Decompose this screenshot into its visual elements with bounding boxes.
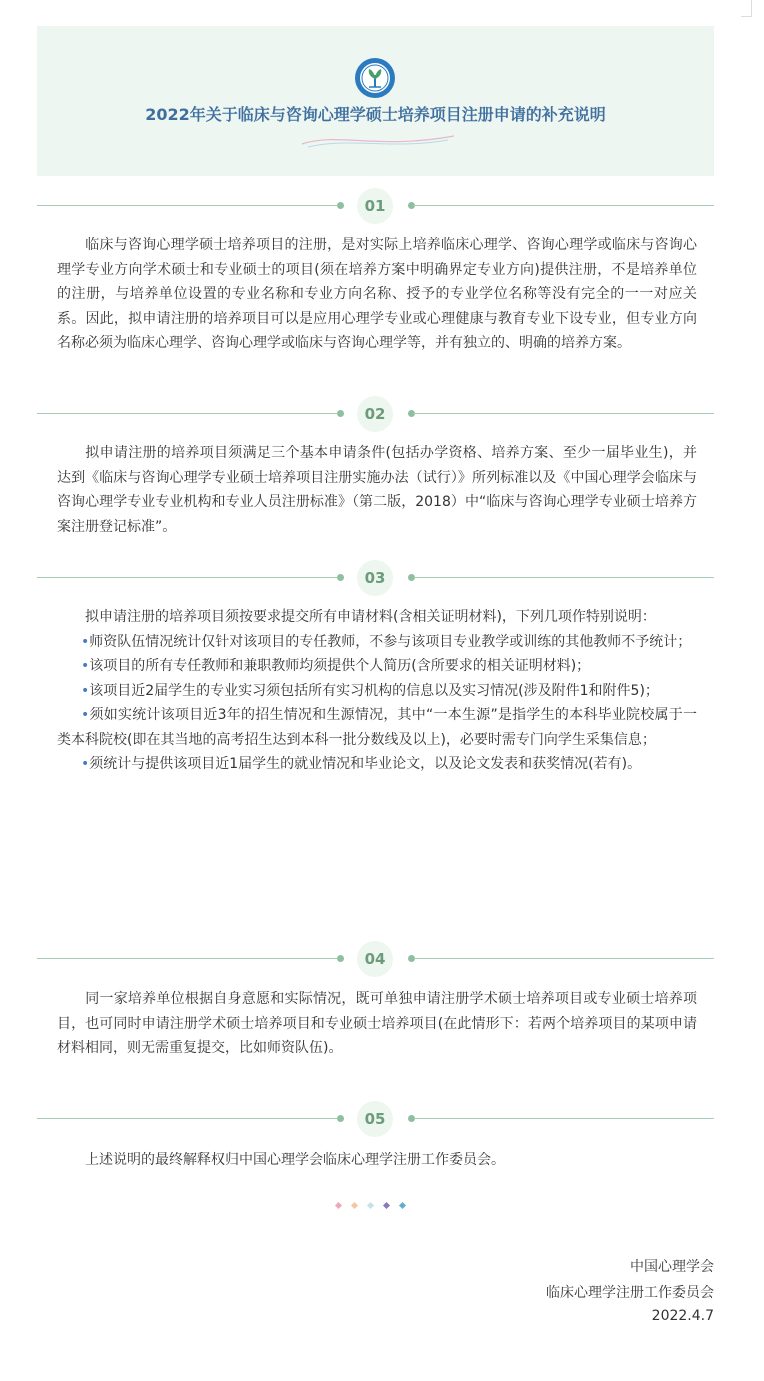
title-wave-decoration: [298, 128, 458, 150]
section-number: 05: [357, 1101, 393, 1137]
corner-mark: [741, 0, 752, 17]
section-divider-01: [37, 188, 714, 224]
section-divider-02: [37, 396, 714, 432]
section-number: 04: [357, 941, 393, 977]
section-02-text: 拟申请注册的培养项目须满足三个基本申请条件(包括办学资格、培养方案、至少一届毕业生)，并达到《临床与咨询心理学专业硕士培养项目注册实施办法（试行）》所列标准以及《中国心理学会临床与咨询心理学专业专业机构和专业人员注册标准》（第二版，2018）中“临床与咨询心理学专业硕士培养方案注册登记标准”。: [57, 445, 697, 535]
signature-org: 中国心理学会: [630, 1259, 714, 1275]
section-divider-03: [37, 560, 714, 596]
section-divider-05: [37, 1101, 714, 1137]
list-item: •该项目的所有专任教师和兼职教师均须提供个人简历(含所要求的相关证明材料)；: [81, 658, 591, 674]
page-title: 2022年关于临床与咨询心理学硕士培养项目注册申请的补充说明: [145, 105, 606, 124]
section-number: 02: [357, 396, 393, 432]
list-item: •须统计与提供该项目近1届学生的就业情况和毕业论文，以及论文发表和获奖情况(若有)。: [81, 756, 642, 772]
header-banner: [37, 26, 714, 176]
signature-committee: 临床心理学注册工作委员会: [546, 1285, 714, 1301]
list-item: •该项目近2届学生的专业实习须包括所有实习机构的信息以及实习情况(涉及附件1和附件5)；: [81, 682, 659, 699]
section-divider-04: [37, 941, 714, 977]
cps-logo-icon: [354, 57, 396, 99]
list-item: •师资队伍情况统计仅针对该项目的专任教师，不参与该项目专业教学或训练的其他教师不予统计；: [81, 633, 692, 650]
list-item: •须如实统计该项目近3年的招生情况和生源情况，其中“一本生源”是指学生的本科毕业院校属于一类本科院校(即在其当地的高考招生达到本科一批分数线及以上)，必要时需专门向学生采集信息；: [57, 707, 697, 748]
signature-date: 2022.4.7: [651, 1308, 714, 1324]
section-number: 01: [357, 188, 393, 224]
decorative-dots: [336, 1203, 416, 1211]
section-number: 03: [357, 560, 393, 596]
section-03-body: [57, 605, 697, 777]
section-05-text: 上述说明的最终解释权归中国心理学会临床心理学注册工作委员会。: [85, 1152, 505, 1168]
section-01-text: 临床与咨询心理学硕士培养项目的注册，是对实际上培养临床心理学、咨询心理学或临床与咨询心理学专业方向学术硕士和专业硕士的项目(须在培养方案中明确界定专业方向)提供注册，不是培养单位的注册，与培养单位设置的专业名称和专业方向名称、授予的专业学位名称等没有完全的一一对应关系。因此，拟申请注册的培养项目可以是应用心理学专业或心理健康与教育专业下设专业，但专业方向名称必须为临床心理学、咨询心理学或临床与咨询心理学等，并有独立的、明确的培养方案。: [57, 237, 697, 351]
section-03-intro: 拟申请注册的培养项目须按要求提交所有申请材料(含相关证明材料)，下列几项作特别说明：: [85, 609, 656, 625]
section-04-text: 同一家培养单位根据自身意愿和实际情况，既可单独申请注册学术硕士培养项目或专业硕士培养项目，也可同时申请注册学术硕士培养项目和专业硕士培养项目(在此情形下：若两个培养项目的某项申请材料相同，则无需重复提交，比如师资队伍)。: [57, 991, 697, 1056]
